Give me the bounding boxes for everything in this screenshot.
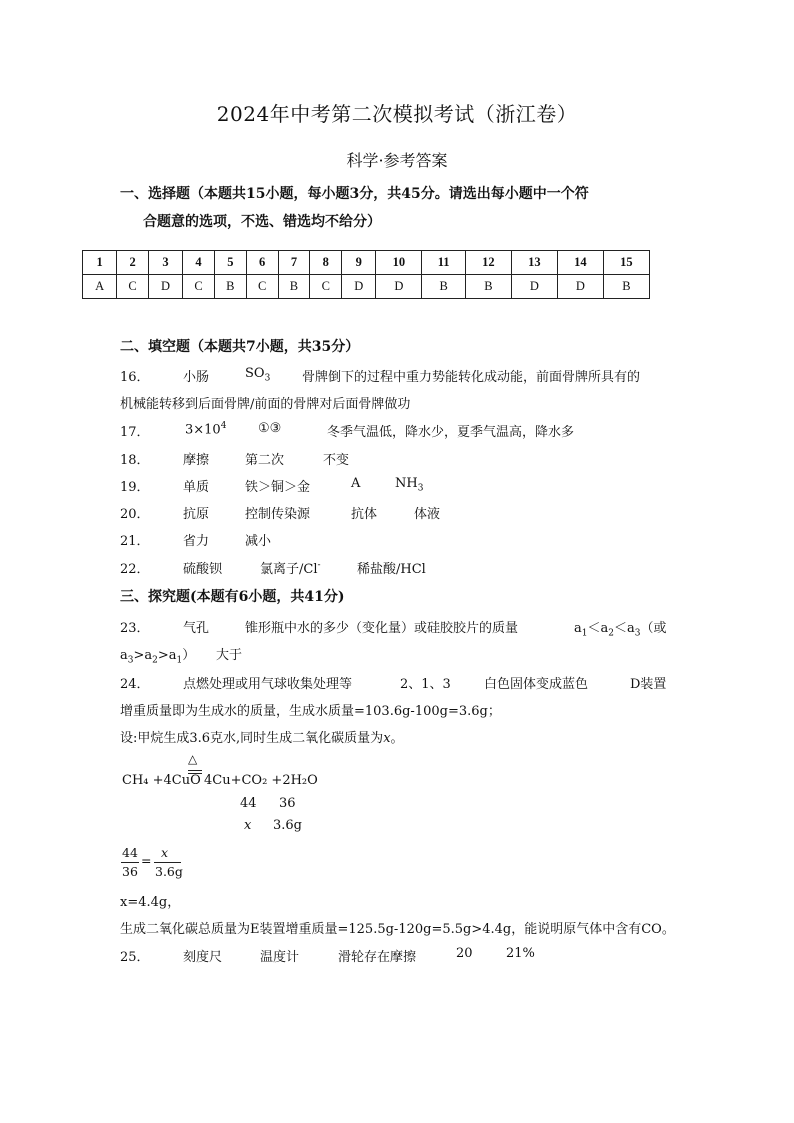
- q22-answer-2: [260, 558, 321, 577]
- q17-answer-3: 冬季气温低，降水少，夏季气温高，降水多: [327, 425, 575, 440]
- question-number: 6: [246, 251, 278, 275]
- question-number: 12: [465, 251, 511, 275]
- q23-cont-part: >a: [157, 648, 177, 663]
- q23-cont-sub: 3: [127, 655, 134, 666]
- q23-a3-sub: 2: [608, 628, 614, 639]
- q16-answer-1: 小肠: [183, 370, 210, 385]
- question-number: 8: [310, 251, 342, 275]
- q16-answer-2-text: SO: [245, 366, 265, 381]
- q24-line3: [120, 727, 404, 746]
- q18-number: 18．: [120, 453, 150, 468]
- question-number: 5: [214, 251, 246, 275]
- answer-cell: C: [117, 275, 149, 299]
- q25-answer-1: 刻度尺: [183, 950, 223, 965]
- question-number: 10: [376, 251, 422, 275]
- q25-number: 25．: [120, 950, 150, 965]
- q23-cont-part: ）: [182, 648, 196, 663]
- q22-answer-2-sup: -: [317, 560, 321, 571]
- fraction2-denominator: 3.6g: [155, 864, 183, 879]
- answer-cell: B: [465, 275, 511, 299]
- q17-answer-1-text: 3×10: [185, 422, 221, 438]
- reaction-condition-heat: △: [188, 752, 198, 766]
- q20-number: 20．: [120, 507, 150, 522]
- q23-answer-1: 气孔: [183, 621, 210, 636]
- q23-cont-part: a: [120, 648, 128, 663]
- q20-answer-2: 控制传染源: [245, 507, 311, 522]
- answer-cell: D: [557, 275, 603, 299]
- answer-cell: D: [376, 275, 422, 299]
- answer-cell: B: [214, 275, 246, 299]
- equation-products: 4Cu+CO₂ +2H₂O: [204, 773, 318, 788]
- q23-a3-part: ＜a: [614, 621, 635, 636]
- q22-answer-3: 稀盐酸/HCl: [357, 562, 426, 577]
- proportion-equals: =: [141, 853, 152, 868]
- fraction2-bar: [154, 862, 181, 863]
- equation-mass-h2o: 36: [279, 796, 296, 811]
- question-number: 9: [342, 251, 376, 275]
- fraction2-numerator: x: [161, 845, 169, 860]
- q21-number: 21．: [120, 534, 150, 549]
- q19-answer-4-sub: 3: [417, 483, 424, 494]
- q18-answer-3: 不变: [323, 453, 350, 468]
- q24-line2: 增重质量即为生成水的质量，生成水质量=103.6g-100g=3.6g；: [120, 704, 501, 719]
- fraction1-bar: [121, 862, 139, 863]
- q23-answer-4: 大于: [216, 648, 243, 663]
- answer-table-numbers-row: [83, 251, 650, 275]
- reaction-arrow: [188, 770, 202, 771]
- q24-result: x=4.4g，: [120, 895, 181, 910]
- question-number: 14: [557, 251, 603, 275]
- q20-answer-3: 抗体: [351, 507, 378, 522]
- question-number: 4: [183, 251, 215, 275]
- q19-number: 19．: [120, 480, 150, 495]
- q19-answer-3: A: [351, 476, 361, 491]
- q24-answer-2: 2、1、3: [400, 677, 451, 692]
- q24-line3-var: x: [383, 731, 391, 746]
- q23-answer-3: [574, 617, 667, 639]
- equation-known-h2o: 3.6g: [273, 818, 302, 833]
- answer-cell: B: [603, 275, 649, 299]
- q20-answer-1: 抗原: [183, 507, 210, 522]
- q24-answer-4: D装置: [630, 677, 667, 692]
- q16-answer-3: 骨牌倒下的过程中重力势能转化成动能，前面骨牌所具有的: [302, 370, 641, 385]
- answer-cell: C: [310, 275, 342, 299]
- q19-answer-4: [395, 476, 423, 494]
- q24-answer-1: 点燃处理或用气球收集处理等: [183, 677, 353, 692]
- q21-answer-2: 减小: [245, 534, 272, 549]
- q20-answer-4: 体液: [414, 507, 441, 522]
- fraction1-denominator: 36: [122, 864, 138, 879]
- equation-unknown-co2: x: [244, 818, 252, 833]
- answer-cell: D: [511, 275, 557, 299]
- answer-table: [82, 250, 650, 299]
- q17-number: 17．: [120, 425, 150, 440]
- section1-heading-line1: 一、选择题（本题共15小题，每小题3分，共45分。请选出每小题中一个符: [120, 186, 589, 202]
- q22-number: 22．: [120, 562, 150, 577]
- question-number: 7: [278, 251, 310, 275]
- equation-mass-co2: 44: [240, 796, 257, 811]
- q24-conclusion: 生成二氧化碳总质量为E装置增重质量=125.5g-120g=5.5g>4.4g，能说明原气体中含有CO。: [120, 922, 675, 937]
- answer-cell: C: [246, 275, 278, 299]
- q25-answer-3: 滑轮存在摩擦: [338, 950, 417, 965]
- q16-answer-2: [245, 366, 270, 384]
- q24-line3-text: 设:甲烷生成3.6克水,同时生成二氧化碳质量为: [120, 731, 384, 746]
- q16-continuation: 机械能转移到后面骨牌/前面的骨牌对后面骨牌做功: [120, 397, 411, 412]
- q18-answer-1: 摩擦: [183, 453, 210, 468]
- page-subtitle: 科学·参考答案: [346, 151, 448, 170]
- q23-answer-2: 锥形瓶中水的多少（变化量）或硅胶胶片的质量: [245, 621, 519, 636]
- q24-answer-3: 白色固体变成蓝色: [484, 677, 589, 692]
- answer-cell: B: [422, 275, 466, 299]
- section3-heading: 三、探究题(本题有6小题，共41分): [120, 589, 345, 605]
- question-number: 13: [511, 251, 557, 275]
- q21-answer-1: 省力: [183, 534, 210, 549]
- section2-heading: 二、填空题（本题共7小题，共35分）: [120, 339, 360, 355]
- equation-reactants: CH₄ +4CuO: [122, 773, 201, 788]
- answer-cell: A: [83, 275, 117, 299]
- q23-cont-part: >a: [133, 648, 153, 663]
- question-number: 11: [422, 251, 466, 275]
- q17-answer-2: ①③: [258, 421, 282, 436]
- q25-answer-2: 温度计: [260, 950, 300, 965]
- q23-a3-sub: 3: [634, 628, 641, 639]
- question-number: 3: [148, 251, 182, 275]
- q19-answer-4-text: NH: [395, 476, 418, 491]
- q19-answer-2: 铁＞铜＞金: [245, 480, 311, 495]
- q24-number: 24．: [120, 677, 150, 692]
- q22-answer-2-text: 氯离子/Cl: [260, 562, 318, 577]
- q23-a3-sub: 1: [581, 628, 588, 639]
- question-number: 15: [603, 251, 649, 275]
- q23-a3-part: ＜a: [587, 621, 609, 636]
- q23-a3-part: a: [574, 621, 582, 636]
- answer-cell: B: [278, 275, 310, 299]
- question-number: 2: [117, 251, 149, 275]
- q23-cont-sub: 1: [176, 655, 183, 666]
- question-number: 1: [83, 251, 117, 275]
- page-title: 2024年中考第二次模拟考试（浙江卷）: [216, 102, 578, 126]
- q19-answer-1: 单质: [183, 480, 210, 495]
- answer-cell: D: [342, 275, 376, 299]
- q17-answer-1-sup: 4: [220, 421, 227, 431]
- q23-continuation: [120, 644, 195, 666]
- q22-answer-1: 硫酸钡: [183, 562, 223, 577]
- answer-table-answers-row: [83, 275, 650, 299]
- q23-a3-part: （或: [640, 621, 667, 636]
- q16-number: 16．: [120, 370, 150, 385]
- q16-answer-2-sub: 3: [264, 373, 271, 384]
- q24-line3-end: 。: [390, 731, 404, 746]
- answer-cell: D: [148, 275, 182, 299]
- q23-number: 23．: [120, 621, 150, 636]
- q17-answer-1: [185, 421, 226, 437]
- fraction1-numerator: 44: [122, 845, 138, 860]
- q25-answer-5: 21%: [506, 946, 535, 961]
- q25-answer-4: 20: [456, 946, 473, 961]
- q18-answer-2: 第二次: [245, 453, 285, 468]
- q23-cont-sub: 2: [152, 655, 158, 666]
- answer-cell: C: [183, 275, 215, 299]
- section1-heading-line2: 合题意的选项，不选、错选均不给分）: [143, 214, 381, 230]
